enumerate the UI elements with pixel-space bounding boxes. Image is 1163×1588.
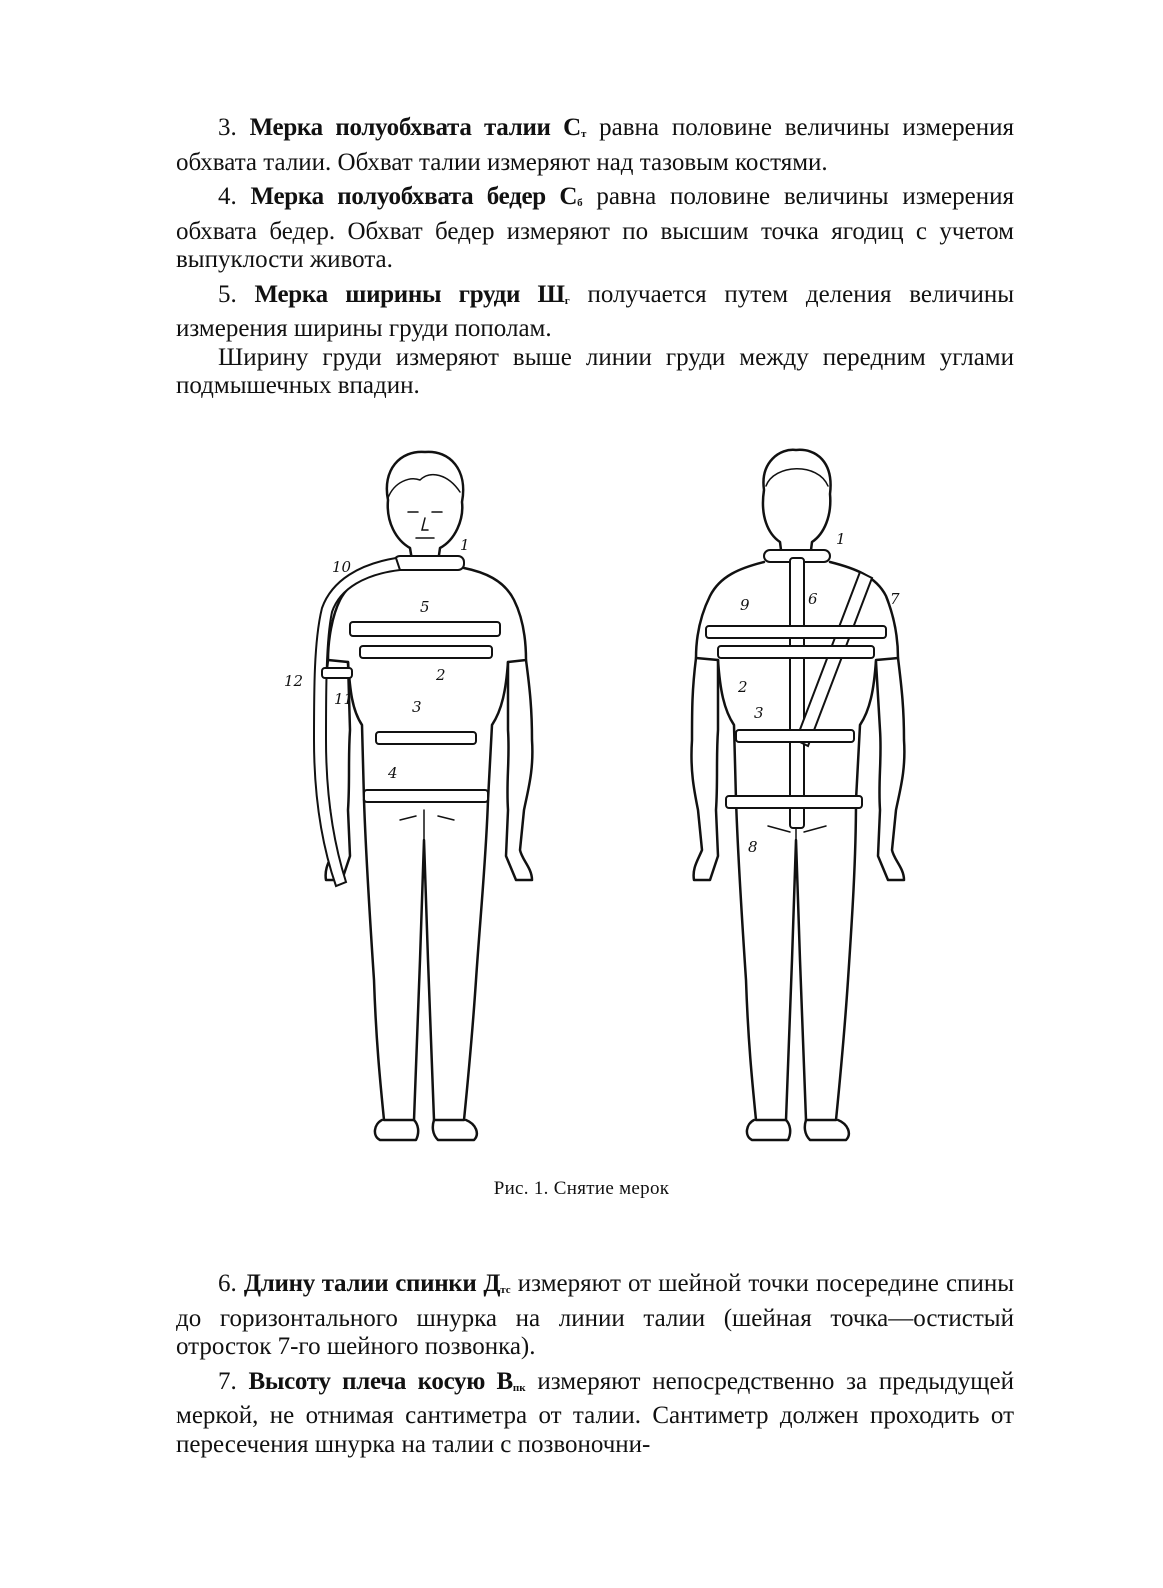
paragraph-number: 5.	[218, 280, 237, 308]
front-label-5: 5	[420, 598, 430, 616]
back-label-9: 9	[740, 596, 750, 614]
back-label-2: 2	[738, 678, 748, 696]
measure-term: Высоту плеча косую В	[248, 1367, 513, 1395]
front-label-1: 1	[460, 536, 470, 554]
paragraph-text: Ширину груди измеряют выше линии груди между передним углами подмышечных впадин.	[176, 343, 1014, 399]
text-block-bottom	[176, 1270, 1014, 1465]
paragraph-text: измеряют от шейной точки посередине спины до горизонтального шнурка на линии талии (шейная точка—остистый отросток 7-го шейного позвонка).	[176, 1270, 1014, 1360]
measure-term: Мерка полуобхвата талии С	[249, 114, 581, 141]
front-label-10: 10	[332, 558, 352, 576]
measure-term: Мерка ширины груди Ш	[254, 280, 565, 308]
paragraph-text: равна половине величины измерения обхвата талии. Обхват талии измеряют над тазовым костями.	[176, 114, 1015, 176]
measure-term: Длину талии спинки Д	[243, 1270, 501, 1297]
front-label-4: 4	[388, 764, 398, 782]
measure-subscript: пк	[512, 1381, 526, 1394]
back-figure	[691, 450, 904, 1140]
front-figure	[284, 452, 532, 1140]
front-label-2: 2	[436, 666, 446, 684]
front-label-3: 3	[412, 698, 422, 716]
paragraph-number: 6.	[218, 1270, 237, 1297]
back-label-1: 1	[836, 530, 846, 548]
front-label-11: 11	[334, 690, 354, 708]
measure-subscript: тс	[500, 1284, 511, 1296]
paragraph-number: 4.	[218, 183, 237, 210]
text-block-top	[176, 114, 1014, 407]
paragraph-number: 7.	[218, 1367, 237, 1395]
back-label-3: 3	[754, 704, 764, 722]
paragraph-text: измеряют непосредственно за предыдущей меркой, не отнимая сантиметра от талии. Сантиметр должен проходить от пересечения шнурка на талии с позвоночни-	[176, 1367, 1014, 1458]
front-label-12: 12	[284, 672, 304, 690]
paragraph-4	[176, 183, 1014, 275]
measure-subscript: б	[577, 197, 583, 209]
measure-subscript: г	[564, 294, 570, 307]
paragraph-number: 3.	[218, 114, 237, 141]
paragraph-3	[176, 114, 1014, 177]
paragraph-7	[176, 1368, 1014, 1460]
paragraph-5-cont	[176, 344, 1014, 401]
paragraph-5	[176, 281, 1014, 344]
paragraph-text: получается путем деления величины измерения ширины груди пополам.	[176, 280, 1014, 342]
paragraph-6	[176, 1270, 1014, 1362]
back-label-6: 6	[808, 590, 818, 608]
measure-term: Мерка полуобхвата бедер С	[250, 183, 578, 210]
paragraph-text: равна половине величины измерения обхвата бедер. Обхват бедер измеряют по высшим точка ягодиц с учетом выпуклости живота.	[176, 183, 1014, 273]
measurement-figure	[270, 440, 930, 1160]
back-label-8: 8	[748, 838, 758, 856]
measure-subscript: т	[580, 128, 587, 140]
figure-caption: Рис. 1. Снятие мерок	[493, 1178, 670, 1199]
back-label-7: 7	[890, 590, 900, 608]
